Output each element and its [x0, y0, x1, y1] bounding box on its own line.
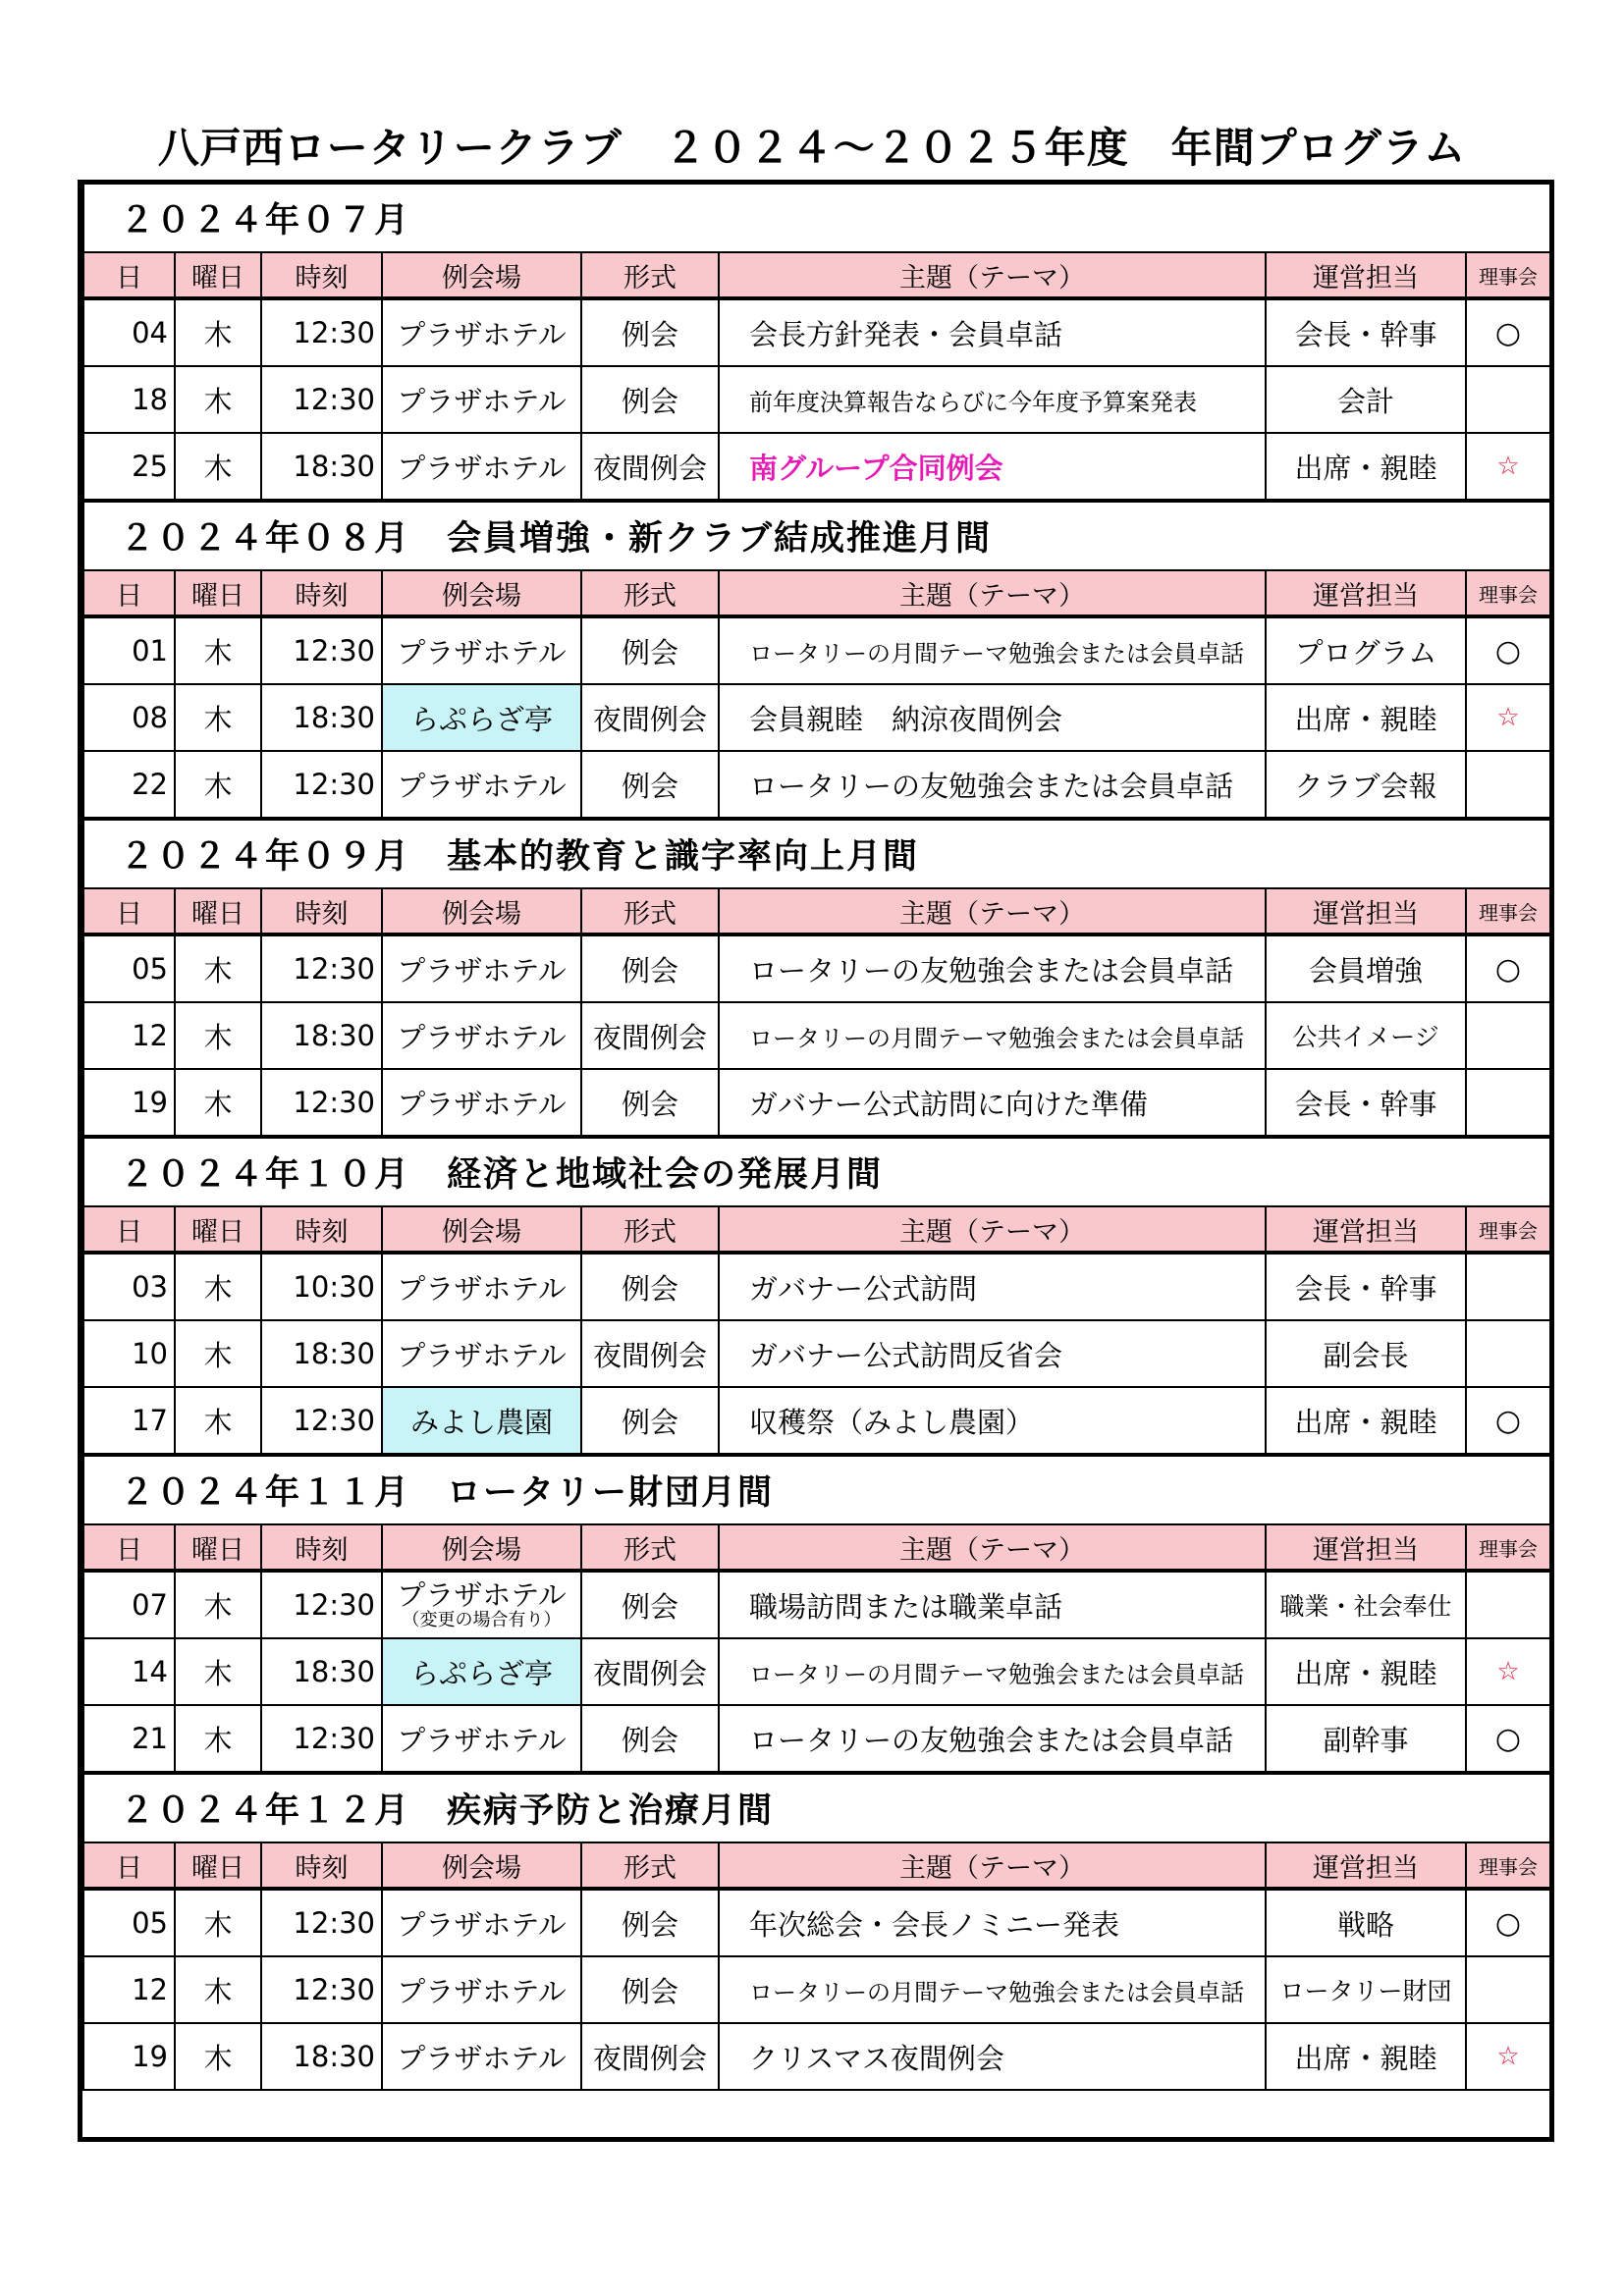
- column-header-day: 日: [83, 570, 175, 616]
- column-header-staff: 運営担当: [1266, 570, 1466, 616]
- cell-venue: みよし農園: [382, 1387, 581, 1455]
- cell-time: 12:30: [261, 1889, 382, 1956]
- cell-day: 12: [83, 1002, 175, 1069]
- cell-time: 12:30: [261, 934, 382, 1002]
- cell-format: 例会: [581, 934, 719, 1002]
- cell-staff: 副幹事: [1266, 1705, 1466, 1773]
- column-header-staff: 運営担当: [1266, 1842, 1466, 1889]
- cell-time: 12:30: [261, 298, 382, 366]
- cell-theme: ロータリーの月間テーマ勉強会または会員卓話: [719, 1638, 1266, 1705]
- month-title: ２０２４年０８月 会員増強・新クラブ結成推進月間: [83, 501, 1550, 570]
- cell-format: 夜間例会: [581, 2023, 719, 2090]
- column-header-weekday: 曜日: [175, 252, 261, 298]
- column-header-venue: 例会場: [382, 1842, 581, 1889]
- cell-day: 18: [83, 366, 175, 433]
- cell-weekday: 木: [175, 433, 261, 501]
- table-row: [83, 366, 1550, 433]
- cell-board: ○: [1466, 1889, 1550, 1956]
- cell-weekday: 木: [175, 1387, 261, 1455]
- column-header-time: 時刻: [261, 1524, 382, 1571]
- cell-staff: 職業・社会奉仕: [1266, 1571, 1466, 1638]
- cell-day: 12: [83, 1956, 175, 2023]
- cell-venue: プラザホテル: [382, 751, 581, 819]
- cell-day: 05: [83, 934, 175, 1002]
- column-header-format: 形式: [581, 888, 719, 934]
- cell-venue: [382, 1571, 581, 1638]
- cell-format: 例会: [581, 1253, 719, 1320]
- cell-day: 05: [83, 1889, 175, 1956]
- column-header-staff: 運営担当: [1266, 888, 1466, 934]
- cell-theme: ロータリーの友勉強会または会員卓話: [719, 934, 1266, 1002]
- cell-staff: 会員増強: [1266, 934, 1466, 1002]
- cell-day: 04: [83, 298, 175, 366]
- column-header-day: 日: [83, 1842, 175, 1889]
- cell-format: 例会: [581, 1069, 719, 1137]
- table-row: [83, 1889, 1550, 1956]
- column-header-board: 理事会: [1466, 1206, 1550, 1253]
- cell-day: 22: [83, 751, 175, 819]
- month-header-row: [83, 1137, 1550, 1206]
- cell-staff: プログラム: [1266, 616, 1466, 684]
- column-header-weekday: 曜日: [175, 570, 261, 616]
- column-header-board: 理事会: [1466, 888, 1550, 934]
- cell-format: 夜間例会: [581, 433, 719, 501]
- program-table-frame: [78, 180, 1554, 2142]
- month-header-row: [83, 501, 1550, 570]
- column-header-day: 日: [83, 252, 175, 298]
- table-row: [83, 1571, 1550, 1638]
- column-header-venue: 例会場: [382, 252, 581, 298]
- cell-venue: プラザホテル: [382, 433, 581, 501]
- cell-weekday: 木: [175, 1956, 261, 2023]
- cell-weekday: 木: [175, 2023, 261, 2090]
- cell-time: 12:30: [261, 1956, 382, 2023]
- column-header-day: 日: [83, 888, 175, 934]
- cell-venue: プラザホテル: [382, 298, 581, 366]
- cell-staff: クラブ会報: [1266, 751, 1466, 819]
- cell-venue: らぷらざ亭: [382, 684, 581, 751]
- cell-time: 18:30: [261, 684, 382, 751]
- cell-venue: プラザホテル: [382, 1002, 581, 1069]
- cell-board: ☆: [1466, 2023, 1550, 2090]
- column-header-day: 日: [83, 1206, 175, 1253]
- column-header-format: 形式: [581, 1206, 719, 1253]
- column-header-time: 時刻: [261, 570, 382, 616]
- cell-time: 12:30: [261, 1571, 382, 1638]
- cell-board: ○: [1466, 616, 1550, 684]
- venue-name: プラザホテル: [397, 1578, 567, 1612]
- cell-board: ○: [1466, 934, 1550, 1002]
- column-header-time: 時刻: [261, 1842, 382, 1889]
- month-header-row: [83, 819, 1550, 888]
- cell-staff: 会長・幹事: [1266, 1253, 1466, 1320]
- column-header-row: [83, 1842, 1550, 1889]
- cell-venue: プラザホテル: [382, 366, 581, 433]
- cell-theme: ロータリーの月間テーマ勉強会または会員卓話: [719, 1002, 1266, 1069]
- cell-venue: プラザホテル: [382, 1705, 581, 1773]
- cell-weekday: 木: [175, 366, 261, 433]
- table-row: [83, 298, 1550, 366]
- column-header-time: 時刻: [261, 888, 382, 934]
- column-header-theme: 主題（テーマ）: [719, 1524, 1266, 1571]
- cell-format: 例会: [581, 366, 719, 433]
- cell-staff: 出席・親睦: [1266, 433, 1466, 501]
- cell-staff: 会計: [1266, 366, 1466, 433]
- table-row: [83, 1002, 1550, 1069]
- cell-venue: プラザホテル: [382, 2023, 581, 2090]
- cell-time: 10:30: [261, 1253, 382, 1320]
- cell-staff: 出席・親睦: [1266, 684, 1466, 751]
- cell-staff: 出席・親睦: [1266, 1638, 1466, 1705]
- month-header-row: [83, 185, 1550, 252]
- column-header-weekday: 曜日: [175, 1206, 261, 1253]
- table-row: [83, 1638, 1550, 1705]
- cell-theme: 会員親睦 納涼夜間例会: [719, 684, 1266, 751]
- cell-format: 例会: [581, 616, 719, 684]
- cell-time: 18:30: [261, 1002, 382, 1069]
- column-header-staff: 運営担当: [1266, 252, 1466, 298]
- cell-theme: 会長方針発表・会員卓話: [719, 298, 1266, 366]
- cell-day: 10: [83, 1320, 175, 1387]
- cell-theme: ガバナー公式訪問: [719, 1253, 1266, 1320]
- cell-time: 12:30: [261, 616, 382, 684]
- cell-venue: プラザホテル: [382, 934, 581, 1002]
- column-header-theme: 主題（テーマ）: [719, 888, 1266, 934]
- cell-theme: クリスマス夜間例会: [719, 2023, 1266, 2090]
- venue-note: （変更の場合有り）: [402, 1610, 562, 1630]
- cell-board: [1466, 1253, 1550, 1320]
- cell-weekday: 木: [175, 684, 261, 751]
- cell-staff: 出席・親睦: [1266, 1387, 1466, 1455]
- cell-format: 例会: [581, 1705, 719, 1773]
- cell-theme: ロータリーの友勉強会または会員卓話: [719, 751, 1266, 819]
- table-row: [83, 1253, 1550, 1320]
- cell-theme: 収穫祭（みよし農園）: [719, 1387, 1266, 1455]
- cell-theme: ロータリーの友勉強会または会員卓話: [719, 1705, 1266, 1773]
- cell-weekday: 木: [175, 751, 261, 819]
- cell-staff: 公共イメージ: [1266, 1002, 1466, 1069]
- cell-weekday: 木: [175, 1253, 261, 1320]
- cell-format: 夜間例会: [581, 1638, 719, 1705]
- cell-board: ☆: [1466, 433, 1550, 501]
- cell-day: 14: [83, 1638, 175, 1705]
- cell-time: 12:30: [261, 366, 382, 433]
- cell-venue: らぷらざ亭: [382, 1638, 581, 1705]
- month-header-row: [83, 1773, 1550, 1842]
- column-header-theme: 主題（テーマ）: [719, 1842, 1266, 1889]
- cell-weekday: 木: [175, 1638, 261, 1705]
- column-header-venue: 例会場: [382, 1524, 581, 1571]
- cell-venue: プラザホテル: [382, 1069, 581, 1137]
- cell-day: 25: [83, 433, 175, 501]
- cell-staff: 戦略: [1266, 1889, 1466, 1956]
- cell-venue: プラザホテル: [382, 1889, 581, 1956]
- cell-board: ○: [1466, 1387, 1550, 1455]
- cell-day: 17: [83, 1387, 175, 1455]
- cell-time: 12:30: [261, 1387, 382, 1455]
- page-title: 八戸西ロータリークラブ ２０２４～２０２５年度 年間プログラム: [157, 124, 1467, 172]
- cell-weekday: 木: [175, 1705, 261, 1773]
- cell-time: 12:30: [261, 751, 382, 819]
- program-table-body: [83, 185, 1550, 2090]
- cell-format: 夜間例会: [581, 1320, 719, 1387]
- column-header-format: 形式: [581, 1524, 719, 1571]
- cell-weekday: 木: [175, 1069, 261, 1137]
- cell-weekday: 木: [175, 1889, 261, 1956]
- month-title: ２０２４年０７月: [83, 185, 1550, 252]
- column-header-board: 理事会: [1466, 570, 1550, 616]
- table-row: [83, 684, 1550, 751]
- cell-board: [1466, 1571, 1550, 1638]
- column-header-row: [83, 1524, 1550, 1571]
- month-title: ２０２４年１１月 ロータリー財団月間: [83, 1455, 1550, 1524]
- cell-board: [1466, 1320, 1550, 1387]
- column-header-staff: 運営担当: [1266, 1206, 1466, 1253]
- month-title: ２０２４年０９月 基本的教育と識字率向上月間: [83, 819, 1550, 888]
- column-header-theme: 主題（テーマ）: [719, 570, 1266, 616]
- column-header-row: [83, 888, 1550, 934]
- cell-staff: 出席・親睦: [1266, 2023, 1466, 2090]
- cell-board: ○: [1466, 1705, 1550, 1773]
- cell-day: 19: [83, 2023, 175, 2090]
- cell-theme: ガバナー公式訪問反省会: [719, 1320, 1266, 1387]
- table-row: [83, 934, 1550, 1002]
- column-header-board: 理事会: [1466, 252, 1550, 298]
- column-header-weekday: 曜日: [175, 1842, 261, 1889]
- column-header-row: [83, 252, 1550, 298]
- cell-weekday: 木: [175, 1571, 261, 1638]
- cell-theme: ガバナー公式訪問に向けた準備: [719, 1069, 1266, 1137]
- cell-weekday: 木: [175, 1002, 261, 1069]
- month-header-row: [83, 1455, 1550, 1524]
- cell-venue: プラザホテル: [382, 1320, 581, 1387]
- cell-format: 例会: [581, 1571, 719, 1638]
- cell-time: 18:30: [261, 1638, 382, 1705]
- cell-time: 18:30: [261, 1320, 382, 1387]
- cell-theme: 年次総会・会長ノミニー発表: [719, 1889, 1266, 1956]
- cell-board: ☆: [1466, 1638, 1550, 1705]
- cell-day: 07: [83, 1571, 175, 1638]
- column-header-theme: 主題（テーマ）: [719, 252, 1266, 298]
- table-row: [83, 433, 1550, 501]
- cell-board: [1466, 751, 1550, 819]
- table-row: [83, 1320, 1550, 1387]
- month-title: ２０２４年１０月 経済と地域社会の発展月間: [83, 1137, 1550, 1206]
- program-table: [82, 185, 1551, 2091]
- table-row: [83, 1705, 1550, 1773]
- column-header-format: 形式: [581, 252, 719, 298]
- cell-theme: 職場訪問または職業卓話: [719, 1571, 1266, 1638]
- column-header-row: [83, 1206, 1550, 1253]
- cell-day: 19: [83, 1069, 175, 1137]
- cell-weekday: 木: [175, 1320, 261, 1387]
- cell-board: [1466, 1956, 1550, 2023]
- column-header-weekday: 曜日: [175, 1524, 261, 1571]
- cell-time: 18:30: [261, 2023, 382, 2090]
- table-row: [83, 751, 1550, 819]
- cell-day: 03: [83, 1253, 175, 1320]
- column-header-venue: 例会場: [382, 888, 581, 934]
- cell-staff: ロータリー財団: [1266, 1956, 1466, 2023]
- column-header-theme: 主題（テーマ）: [719, 1206, 1266, 1253]
- cell-board: [1466, 1002, 1550, 1069]
- table-row: [83, 1387, 1550, 1455]
- cell-venue: プラザホテル: [382, 616, 581, 684]
- cell-venue: プラザホテル: [382, 1253, 581, 1320]
- cell-day: 21: [83, 1705, 175, 1773]
- cell-theme: 南グループ合同例会: [719, 433, 1266, 501]
- cell-weekday: 木: [175, 616, 261, 684]
- column-header-board: 理事会: [1466, 1842, 1550, 1889]
- cell-format: 例会: [581, 1387, 719, 1455]
- cell-format: 夜間例会: [581, 684, 719, 751]
- table-row: [83, 1956, 1550, 2023]
- column-header-time: 時刻: [261, 252, 382, 298]
- column-header-format: 形式: [581, 1842, 719, 1889]
- column-header-staff: 運営担当: [1266, 1524, 1466, 1571]
- cell-time: 18:30: [261, 433, 382, 501]
- cell-theme: 前年度決算報告ならびに今年度予算案発表: [719, 366, 1266, 433]
- cell-board: [1466, 1069, 1550, 1137]
- column-header-board: 理事会: [1466, 1524, 1550, 1571]
- cell-venue: プラザホテル: [382, 1956, 581, 2023]
- column-header-row: [83, 570, 1550, 616]
- cell-time: 12:30: [261, 1705, 382, 1773]
- column-header-time: 時刻: [261, 1206, 382, 1253]
- cell-board: ☆: [1466, 684, 1550, 751]
- column-header-day: 日: [83, 1524, 175, 1571]
- cell-day: 01: [83, 616, 175, 684]
- month-title: ２０２４年１２月 疾病予防と治療月間: [83, 1773, 1550, 1842]
- column-header-venue: 例会場: [382, 570, 581, 616]
- column-header-format: 形式: [581, 570, 719, 616]
- cell-staff: 会長・幹事: [1266, 1069, 1466, 1137]
- cell-format: 例会: [581, 751, 719, 819]
- table-row: [83, 1069, 1550, 1137]
- cell-weekday: 木: [175, 298, 261, 366]
- cell-staff: 副会長: [1266, 1320, 1466, 1387]
- table-row: [83, 2023, 1550, 2090]
- cell-time: 12:30: [261, 1069, 382, 1137]
- cell-day: 08: [83, 684, 175, 751]
- cell-theme: ロータリーの月間テーマ勉強会または会員卓話: [719, 1956, 1266, 2023]
- cell-format: 夜間例会: [581, 1002, 719, 1069]
- cell-board: [1466, 366, 1550, 433]
- cell-format: 例会: [581, 1889, 719, 1956]
- cell-board: ○: [1466, 298, 1550, 366]
- cell-format: 例会: [581, 1956, 719, 2023]
- column-header-weekday: 曜日: [175, 888, 261, 934]
- column-header-venue: 例会場: [382, 1206, 581, 1253]
- cell-theme: ロータリーの月間テーマ勉強会または会員卓話: [719, 616, 1266, 684]
- cell-staff: 会長・幹事: [1266, 298, 1466, 366]
- cell-weekday: 木: [175, 934, 261, 1002]
- table-row: [83, 616, 1550, 684]
- cell-format: 例会: [581, 298, 719, 366]
